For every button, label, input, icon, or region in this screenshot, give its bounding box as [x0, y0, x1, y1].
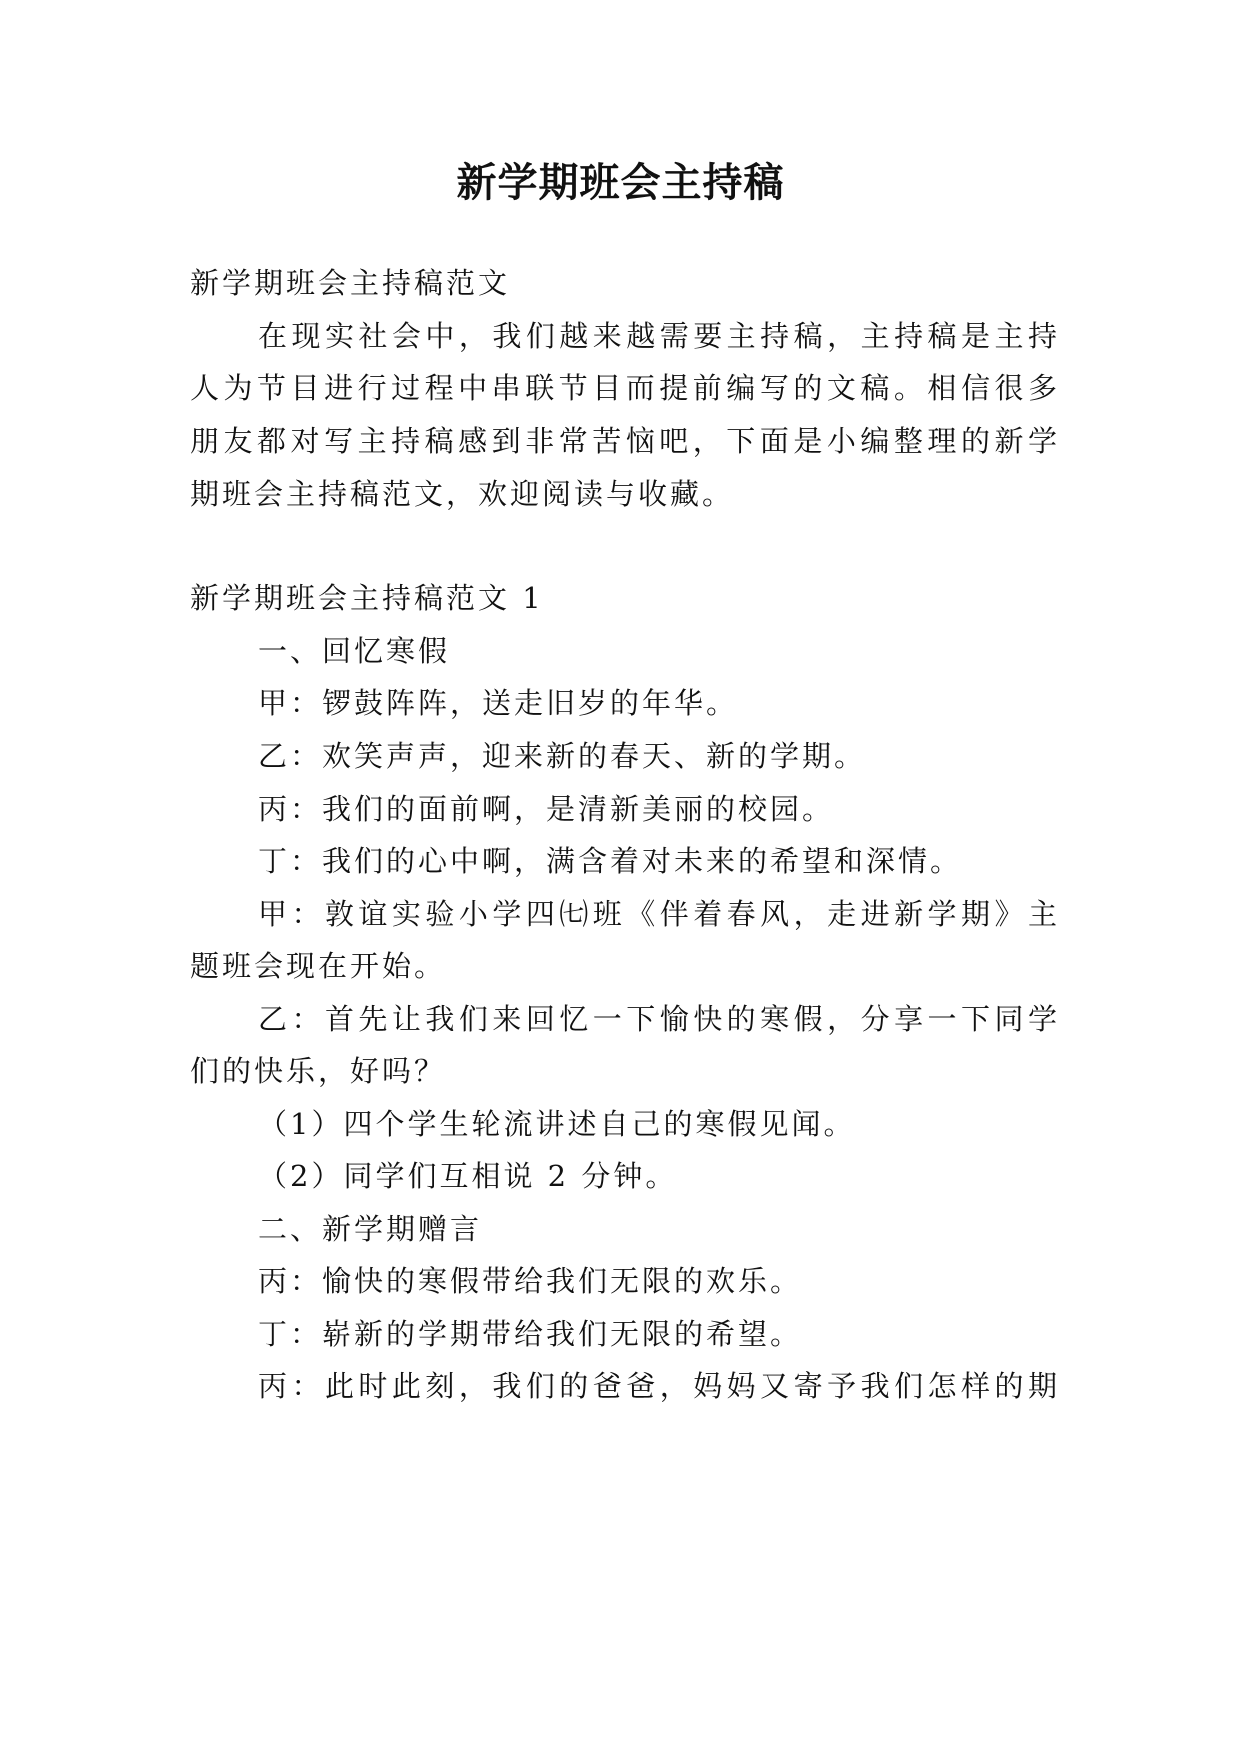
dialogue-line: 丙：愉快的寒假带给我们无限的欢乐。	[258, 1264, 803, 1298]
list-item: （1）四个学生轮流讲述自己的寒假见闻。	[258, 1107, 856, 1141]
dialogue-line: 们的快乐，好吗？	[190, 1054, 447, 1088]
dialogue-line: 乙：首先让我们来回忆一下愉快的寒假，分享一下同学	[258, 1002, 1060, 1036]
document-title: 新学期班会主持稿	[456, 159, 785, 206]
dialogue-line: 丙：此时此刻，我们的爸爸，妈妈又寄予我们怎样的期	[258, 1369, 1060, 1403]
section-heading: 新学期班会主持稿范文	[190, 266, 511, 300]
section-heading: 新学期班会主持稿范文 1	[190, 581, 544, 615]
list-item: （2）同学们互相说 2 分钟。	[258, 1159, 678, 1193]
paragraph-line: 朋友都对写主持稿感到非常苦恼吧，下面是小编整理的新学	[190, 424, 1060, 458]
dialogue-line: 甲：锣鼓阵阵，送走旧岁的年华。	[258, 686, 739, 720]
dialogue-line: 题班会现在开始。	[190, 949, 447, 983]
paragraph-line: 在现实社会中，我们越来越需要主持稿，主持稿是主持	[258, 319, 1060, 353]
dialogue-line: 乙：欢笑声声，迎来新的春天、新的学期。	[258, 739, 867, 773]
paragraph-line: 期班会主持稿范文，欢迎阅读与收藏。	[190, 477, 735, 511]
dialogue-line: 丙：我们的面前啊，是清新美丽的校园。	[258, 792, 835, 826]
paragraph-line: 人为节目进行过程中串联节目而提前编写的文稿。相信很多	[190, 371, 1060, 405]
dialogue-line: 甲：敦谊实验小学四㈦班《伴着春风，走进新学期》主	[258, 897, 1060, 931]
dialogue-line: 丁：崭新的学期带给我们无限的希望。	[258, 1317, 803, 1351]
subsection-heading: 二、新学期赠言	[258, 1212, 483, 1246]
dialogue-line: 丁：我们的心中啊，满含着对未来的希望和深情。	[258, 844, 963, 878]
subsection-heading: 一、回忆寒假	[258, 634, 451, 668]
